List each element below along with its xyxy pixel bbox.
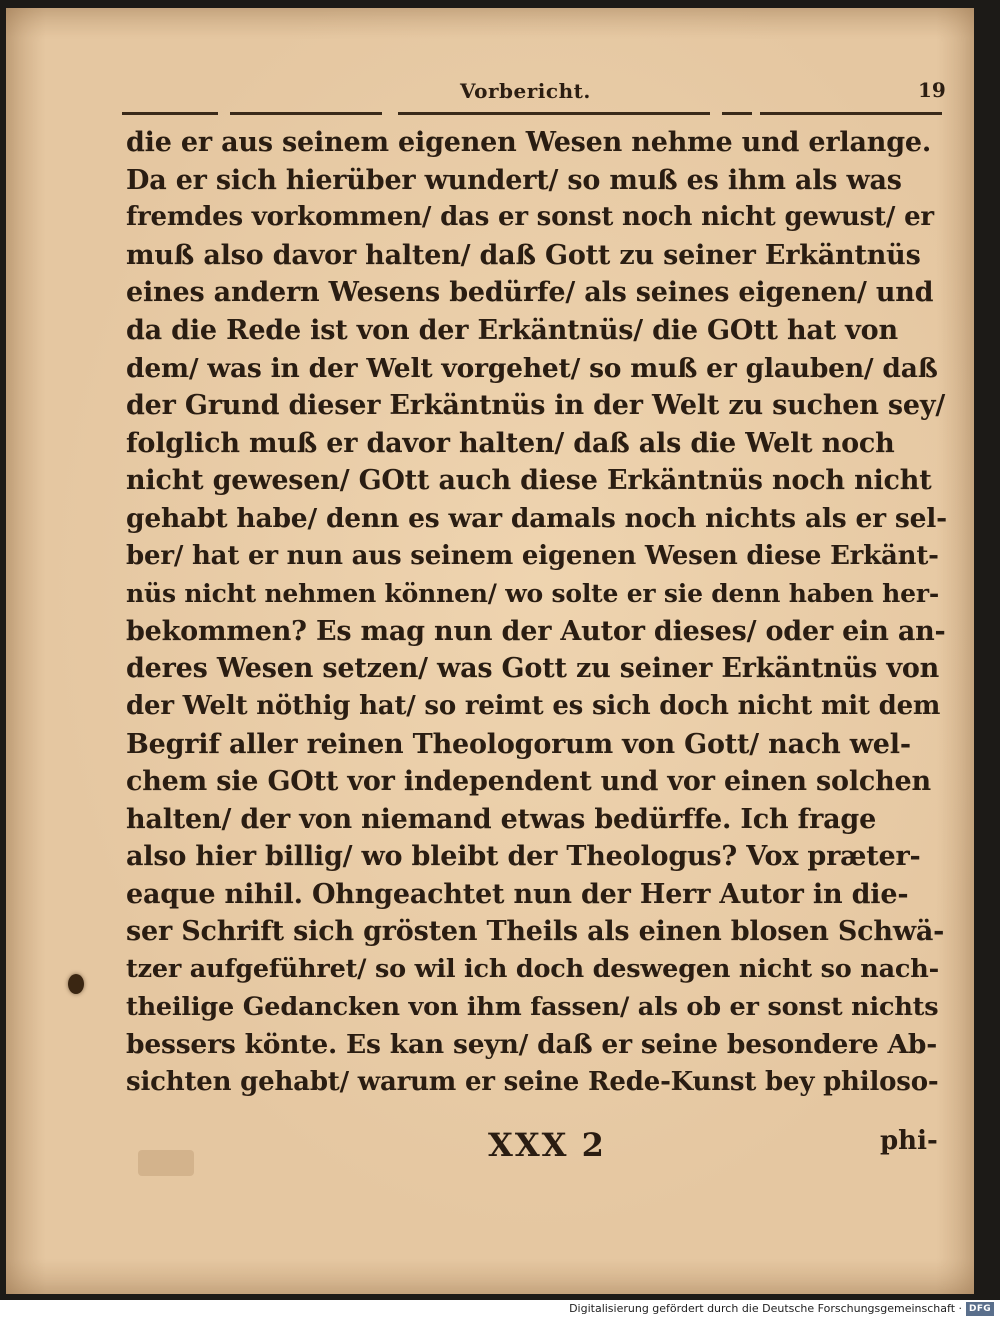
- text-line: eaque nihil. Ohngeachtet nun der Herr Autor in die-: [126, 878, 909, 910]
- text-line: sichten gehabt/ warum er seine Rede-Kunst bey philoso-: [126, 1066, 939, 1097]
- text-line: Da er sich hierüber wundert/ so muß es ihm als was: [126, 164, 902, 196]
- text-line: theilige Gedancken von ihm fassen/ als ob er sonst nichts: [126, 991, 939, 1022]
- text-line: nüs nicht nehmen können/ wo solte er sie denn haben her-: [126, 579, 939, 609]
- text-line: bessers könte. Es kan seyn/ daß er seine besondere Ab-: [126, 1029, 938, 1061]
- header-rule: [230, 112, 382, 115]
- text-line: nicht gewesen/ GOtt auch diese Erkäntnüs noch nicht: [126, 465, 932, 497]
- text-line: fremdes vorkommen/ das er sonst noch nicht gewust/ er: [126, 202, 934, 233]
- header-rule: [122, 112, 218, 115]
- text-line: chem sie GOtt vor independent und vor einen solchen: [126, 766, 931, 798]
- text-line: Begrif aller reinen Theologorum von Gott/ nach wel-: [126, 728, 911, 760]
- header-rule: [760, 112, 942, 115]
- page-number: 19: [918, 78, 946, 102]
- text-line: die er aus seinem eigenen Wesen nehme und erlange.: [126, 127, 932, 158]
- catchword: phi-: [880, 1126, 938, 1156]
- header-rule: [398, 112, 710, 115]
- bleed-through-mark: [138, 1150, 194, 1176]
- text-line: der Grund dieser Erkäntnüs in der Welt zu suchen sey/: [126, 390, 945, 422]
- text-line: bekommen? Es mag nun der Autor dieses/ oder ein an-: [126, 615, 946, 647]
- text-line: ber/ hat er nun aus seinem eigenen Wesen diese Erkänt-: [126, 540, 939, 571]
- body-text: [126, 124, 948, 1101]
- text-line: der Welt nöthig hat/ so reimt es sich doch nicht mit dem: [126, 690, 941, 721]
- text-line: eines andern Wesens bedürfe/ als seines eigenen/ und: [126, 277, 934, 309]
- header-rule: [722, 112, 752, 115]
- text-line: dem/ was in der Welt vorgehet/ so muß er glauben/ daß: [126, 352, 938, 384]
- signature-mark: XXX 2: [488, 1126, 606, 1164]
- text-line: gehabt habe/ denn es war damals noch nichts als er sel-: [126, 502, 947, 534]
- text-line: tzer aufgeführet/ so wil ich doch deswegen nicht so nach-: [126, 954, 939, 985]
- digitization-credit: Digitalisierung gefördert durch die Deutsche Forschungsgemeinschaft ·: [569, 1302, 962, 1315]
- text-line: muß also davor halten/ daß Gott zu seiner Erkäntnüs: [126, 239, 921, 271]
- dfg-logo: DFG: [966, 1302, 994, 1316]
- ink-blot: [68, 974, 84, 994]
- text-line: halten/ der von niemand etwas bedürffe. Ich frage: [126, 803, 877, 835]
- text-line: folglich muß er davor halten/ daß als die Welt noch: [126, 427, 895, 459]
- text-line: da die Rede ist von der Erkäntnüs/ die GOtt hat von: [126, 314, 898, 346]
- text-line: ser Schrift sich grösten Theils als einen blosen Schwä-: [126, 916, 945, 948]
- text-line: deres Wesen setzen/ was Gott zu seiner Erkäntnüs von: [126, 653, 940, 685]
- text-line: also hier billig/ wo bleibt der Theologus? Vox præter-: [126, 841, 921, 873]
- book-page: [6, 8, 974, 1294]
- running-head: Vorbericht.: [460, 79, 591, 103]
